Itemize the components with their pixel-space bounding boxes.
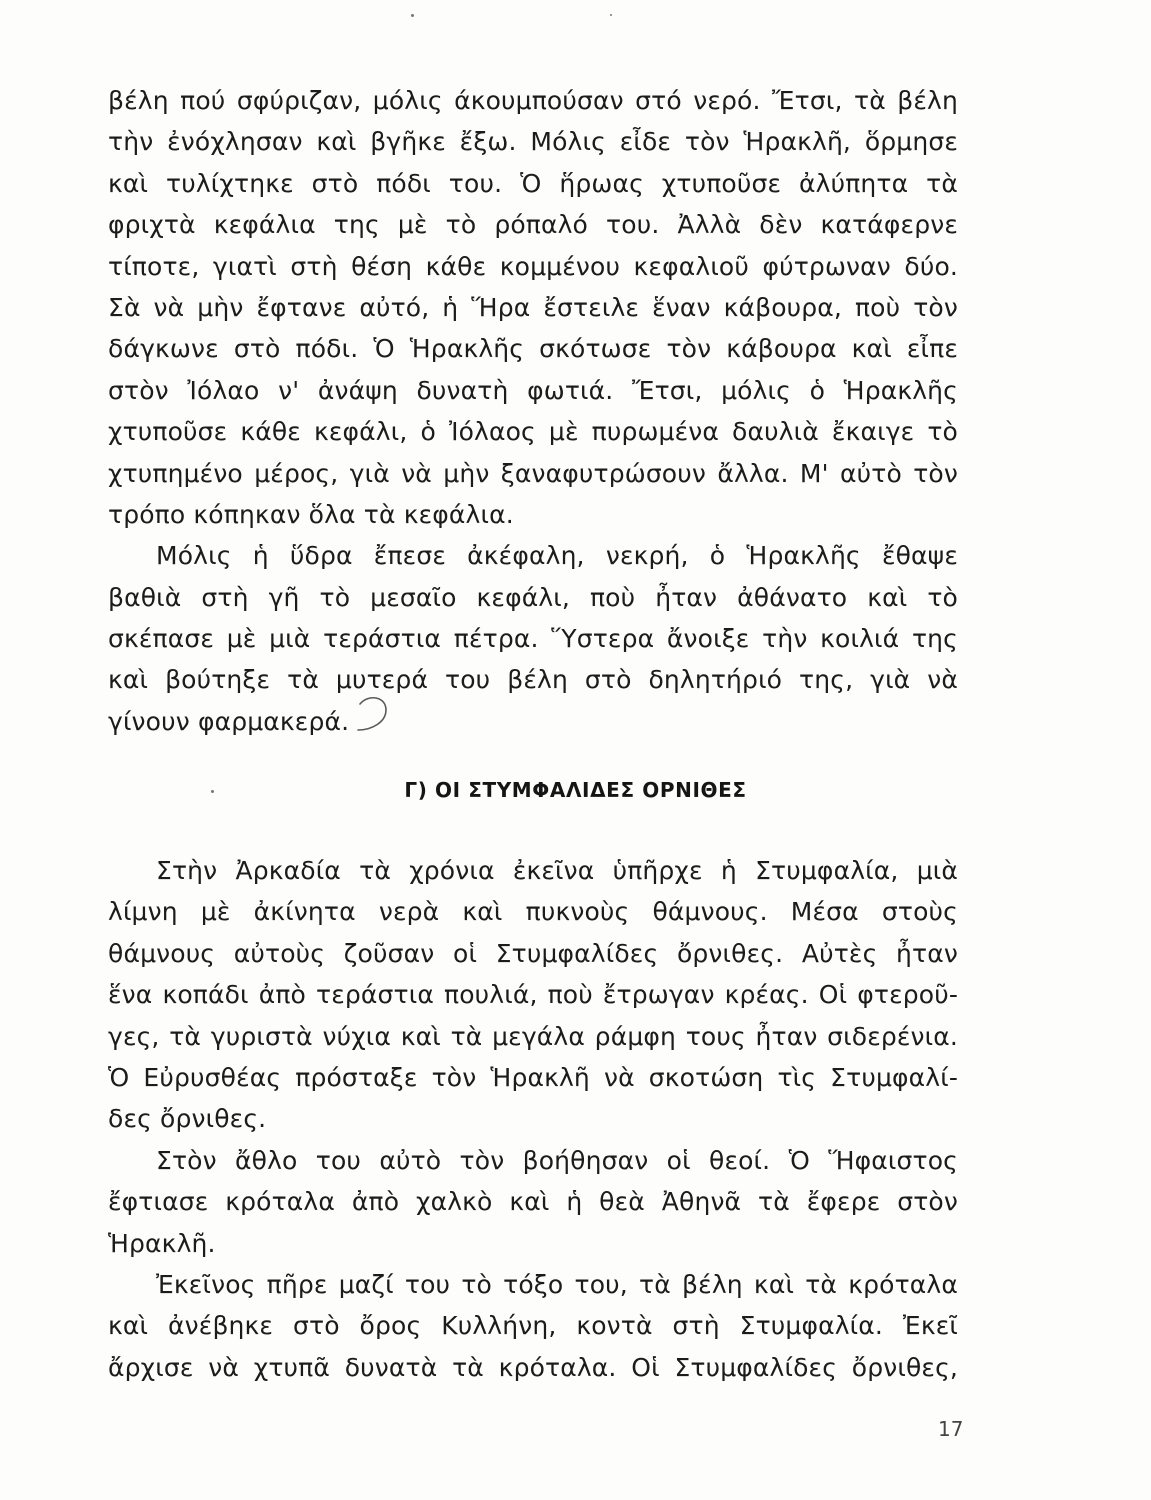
body-text-top — [108, 80, 958, 742]
paragraph-gods-help — [108, 1140, 958, 1264]
text-line: καὶ τυλίχτηκε στὸ πόδι του. Ὁ ἥρωας χτυποῦσε ἀλύπητα τὰ — [108, 168, 958, 198]
paragraph-mount-kyllini — [108, 1264, 958, 1388]
text-line: τὴν ἐνόχλησαν καὶ βγῆκε ἔξω. Μόλις εἶδε τὸν Ἡρακλῆ, ὅρμησε — [108, 127, 958, 157]
text-line: Ἐκεῖνος πῆρε μαζί του τὸ τόξο του, τὰ βέλη καὶ τὰ κρόταλα — [156, 1269, 958, 1299]
scan-speck — [610, 14, 612, 16]
section-heading: Γ) ΟΙ ΣΤΥΜΦΑΛΙΔΕΣ ΟΡΝΙΘΕΣ — [404, 778, 747, 802]
text-line: ἄρχισε νὰ χτυπᾶ δυνατὰ τὰ κρόταλα. Οἱ Στυμφαλίδες ὄρνιθες, — [108, 1352, 958, 1382]
text-line: δες ὄρνιθες. — [108, 1104, 267, 1134]
text-line: ἔφτιασε κρόταλα ἀπὸ χαλκὸ καὶ ἡ θεὰ Ἀθηνᾶ τὰ ἔφερε στὸν — [108, 1187, 958, 1217]
text-line: Μόλις ἡ ὕδρα ἔπεσε ἀκέφαλη, νεκρή, ὁ Ἡρακλῆς ἔθαψε — [156, 541, 958, 571]
pen-mark-icon — [356, 690, 392, 734]
text-line: χτυπημένο μέρος, γιὰ νὰ μὴν ξαναφυτρώσουν ἄλλα. Μ' αὐτὸ τὸν — [108, 458, 958, 488]
text-line: καὶ ἀνέβηκε στὸ ὄρος Κυλλήνη, κοντὰ στὴ Στυμφαλία. Ἐκεῖ — [108, 1311, 958, 1341]
text-line: Ἡρακλῆ. — [108, 1228, 216, 1258]
text-line: δάγκωνε στὸ πόδι. Ὁ Ἡρακλῆς σκότωσε τὸν κάβουρα καὶ εἶπε — [108, 334, 958, 364]
body-text-bottom — [108, 850, 958, 1388]
text-line: σκέπασε μὲ μιὰ τεράστια πέτρα. Ὕστερα ἄνοιξε τὴν κοιλιά της — [108, 624, 958, 654]
text-line: τρόπο κόπηκαν ὅλα τὰ κεφάλια. — [108, 499, 514, 529]
paragraph-hydra-battle — [108, 80, 958, 535]
text-line: Σὰ νὰ μὴν ἔφτανε αὐτό, ἡ Ἥρα ἔστειλε ἕναν κάβουρα, ποὺ τὸν — [108, 292, 958, 322]
text-line: Στὸν ἄθλο του αὐτὸ τὸν βοήθησαν οἱ θεοί. Ὁ Ἥφαιστος — [156, 1145, 958, 1175]
page-number: 17 — [938, 1417, 964, 1441]
text-line: Ὁ Εὐρυσθέας πρόσταξε τὸν Ἡρακλῆ νὰ σκοτώση τὶς Στυμφαλί- — [108, 1062, 958, 1092]
text-line: φριχτὰ κεφάλια της μὲ τὸ ρόπαλό του. Ἀλλὰ δὲν κατάφερνε — [108, 210, 958, 240]
text-line: γες, τὰ γυριστὰ νύχια καὶ τὰ μεγάλα ράμφη τους ἦταν σιδερένια. — [108, 1021, 958, 1051]
text-line: βαθιὰ στὴ γῆ τὸ μεσαῖο κεφάλι, ποὺ ἦταν ἀθάνατο καὶ τὸ — [108, 582, 958, 612]
text-line: τίποτε, γιατὶ στὴ θέση κάθε κομμένου κεφαλιοῦ φύτρωναν δύο. — [108, 251, 958, 281]
text-line: στὸν Ἰόλαο ν' ἀνάψη δυνατὴ φωτιά. Ἔτσι, μόλις ὁ Ἡρακλῆς — [108, 375, 958, 405]
text-line: Στὴν Ἀρκαδία τὰ χρόνια ἐκεῖνα ὑπῆρχε ἡ Στυμφαλία, μιὰ — [156, 856, 958, 885]
text-line: χτυποῦσε κάθε κεφάλι, ὁ Ἰόλαος μὲ πυρωμένα δαυλιὰ ἔκαιγε τὸ — [108, 417, 958, 447]
text-line: καὶ βούτηξε τὰ μυτερά του βέλη στὸ δηλητήριό της, γιὰ νὰ — [108, 665, 958, 695]
paragraph-hydra-burial — [108, 535, 958, 742]
paragraph-stymphalia-intro — [108, 850, 958, 1140]
text-line: βέλη πού σφύριζαν, μόλις άκουμπούσαν στό νερό. Ἔτσι, τὰ βέλη — [108, 86, 958, 115]
scan-speck — [211, 790, 214, 793]
text-line: θάμνους αὐτοὺς ζοῦσαν οἱ Στυμφαλίδες ὄρνιθες. Αὐτὲς ἦταν — [108, 938, 958, 968]
text-line: ἕνα κοπάδι ἀπὸ τεράστια πουλιά, ποὺ ἔτρωγαν κρέας. Οἱ φτεροῦ- — [108, 980, 958, 1010]
scan-speck — [411, 14, 414, 17]
text-line: λίμνη μὲ ἀκίνητα νερὰ καὶ πυκνοὺς θάμνους. Μέσα στοὺς — [108, 897, 958, 927]
text-line: γίνουν φαρμακερά. — [108, 706, 350, 736]
